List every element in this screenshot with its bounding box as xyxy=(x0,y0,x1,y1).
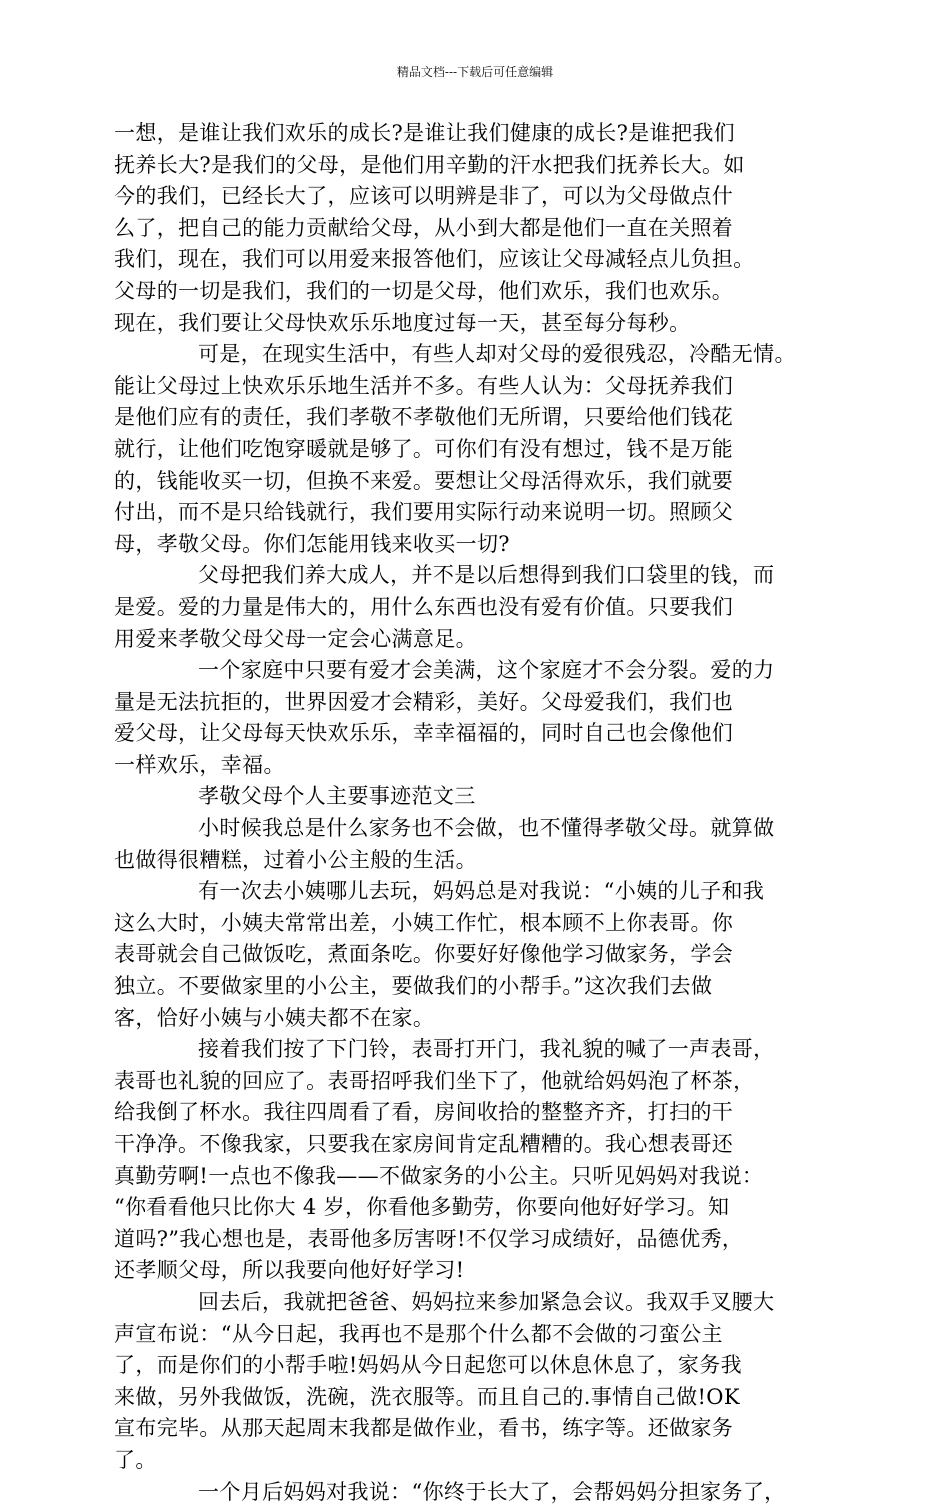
text-line: 是他们应有的责任，我们孝敬不孝敬他们无所谓，只要给他们钱花 xyxy=(114,405,734,430)
text-line: 是爱。爱的力量是伟大的，用什么东西也没有爱有价值。只要我们 xyxy=(114,594,734,619)
text-line: 今的我们，已经长大了，应该可以明辨是非了，可以为父母做点什 xyxy=(114,184,734,209)
text-line: 回去后，我就把爸爸、妈妈拉来参加紧急会议。我双手叉腰大 xyxy=(198,1289,775,1314)
document-body xyxy=(114,118,830,1508)
text-line: 给我倒了杯水。我往四周看了看，房间收拾的整整齐齐，打扫的干 xyxy=(114,1100,734,1125)
text-line: 了。 xyxy=(114,1447,157,1472)
text-line: 接着我们按了下门铃，表哥打开门，我礼貌的喊了一声表哥， xyxy=(198,1037,775,1062)
text-line: 用爱来孝敬父母父母一定会心满意足。 xyxy=(114,626,477,651)
text-line: 我们，现在，我们可以用爱来报答他们，应该让父母减轻点儿负担。 xyxy=(114,247,755,272)
page-header: 精品文档---下载后可任意编辑 xyxy=(396,65,554,79)
text-line: 表哥就会自己做饭吃，煮面条吃。你要好好像他学习做家务，学会 xyxy=(114,942,734,967)
text-line: 一样欢乐，幸福。 xyxy=(114,752,285,777)
text-line: 父母把我们养大成人，并不是以后想得到我们口袋里的钱，而 xyxy=(198,563,775,588)
text-line: 爱父母，让父母每天快欢乐乐，幸幸福福的，同时自己也会像他们 xyxy=(114,721,734,746)
text-line: 干净净。不像我家，只要我在家房间肯定乱糟糟的。我心想表哥还 xyxy=(114,1132,734,1156)
text-line: 表哥也礼貌的回应了。表哥招呼我们坐下了，他就给妈妈泡了杯茶， xyxy=(114,1068,755,1093)
text-line: 还孝顺父母，所以我要向他好好学习! xyxy=(114,1258,465,1283)
text-line: 真勤劳啊!一点也不像我——不做家务的小公主。只听见妈妈对我说： xyxy=(114,1163,764,1188)
text-line: 有一次去小姨哪儿去玩，妈妈总是对我说：“小姨的儿子和我 xyxy=(198,879,765,904)
text-line: 抚养长大?是我们的父母，是他们用辛勤的汗水把我们抚养长大。如 xyxy=(114,152,745,177)
text-line: 能让父母过上快欢乐乐地生活并不多。有些人认为：父母抚养我们 xyxy=(114,373,734,398)
text-line: 量是无法抗拒的，世界因爱才会精彩，美好。父母爱我们，我们也 xyxy=(114,689,734,714)
text-line: “你看看他只比你大 4 岁，你看他多勤劳，你要向他好好学习。知 xyxy=(114,1195,730,1220)
text-line: 一个家庭中只要有爱才会美满，这个家庭才不会分裂。爱的力 xyxy=(198,658,775,683)
text-line: 孝敬父母个人主要事迹范文三 xyxy=(198,784,476,809)
text-line: 的，钱能收买一切，但换不来爱。要想让父母活得欢乐，我们就要 xyxy=(114,468,734,493)
text-line: 宣布完毕。从那天起周末我都是做作业，看书，练字等。还做家务 xyxy=(114,1416,734,1441)
text-line: 了，而是你们的小帮手啦!妈妈从今日起您可以休息休息了，家务我 xyxy=(114,1353,742,1378)
text-line: 声宣布说：“从今日起，我再也不是那个什么都不会做的刁蛮公主 xyxy=(114,1321,723,1346)
text-line: 一想，是谁让我们欢乐的成长?是谁让我们健康的成长?是谁把我们 xyxy=(114,121,736,145)
text-line: 母，孝敬父母。你们怎能用钱来收买一切? xyxy=(114,531,510,556)
text-line: 也做得很糟糕，过着小公主般的生活。 xyxy=(114,847,477,872)
text-line: 来做，另外我做饭，洗碗，洗衣服等。而且自己的.事情自己做!OK xyxy=(114,1384,740,1409)
text-line: 现在，我们要让父母快欢乐乐地度过每一天，甚至每分每秒。 xyxy=(114,310,691,335)
text-line: 客，恰好小姨与小姨夫都不在家。 xyxy=(114,1005,435,1030)
text-line: 一个月后妈妈对我说：“你终于长大了，会帮妈妈分担家务了， xyxy=(198,1479,786,1504)
text-line: 小时候我总是什么家务也不会做，也不懂得孝敬父母。就算做 xyxy=(198,816,775,841)
text-line: 付出，而不是只给钱就行，我们要用实际行动来说明一切。照顾父 xyxy=(114,500,734,525)
text-line: 可是，在现实生活中，有些人却对父母的爱很残忍，冷酷无情。 xyxy=(198,342,796,367)
text-line: 就行，让他们吃饱穿暖就是够了。可你们有没有想过，钱不是万能 xyxy=(114,436,734,461)
text-line: 么了，把自己的能力贡献给父母，从小到大都是他们一直在关照着 xyxy=(114,215,734,240)
text-line: 独立。不要做家里的小公主，要做我们的小帮手。”这次我们去做 xyxy=(114,974,713,999)
text-line: 道吗?”我心想也是，表哥他多厉害呀!不仅学习成绩好，品德优秀， xyxy=(114,1226,744,1251)
text-line: 这么大时，小姨夫常常出差，小姨工作忙，根本顾不上你表哥。你 xyxy=(114,910,734,935)
text-line: 父母的一切是我们，我们的一切是父母，他们欢乐，我们也欢乐。 xyxy=(114,278,734,303)
